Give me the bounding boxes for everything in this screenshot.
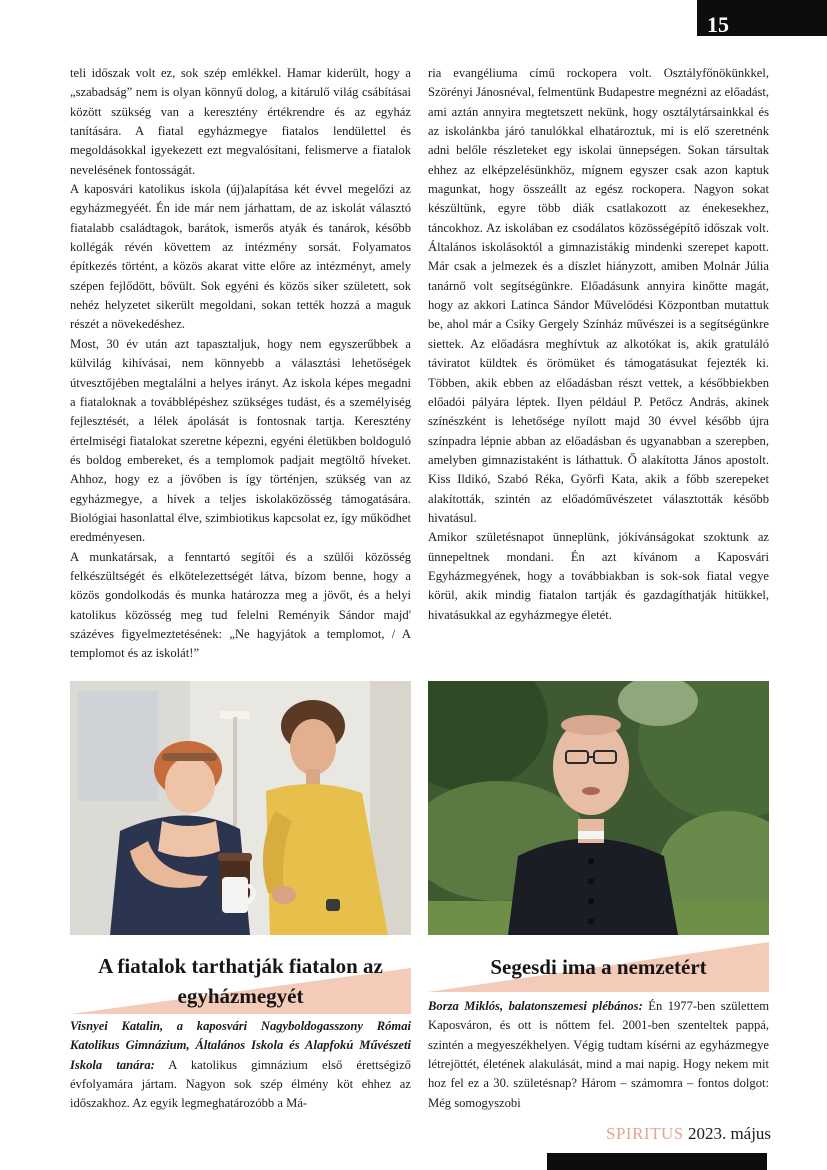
headline-right: Segesdi ima a nemzetért bbox=[490, 955, 707, 979]
article-right-text: Én 1977-ben születtem Kaposváron, és ott is nőttem fel. 2001-ben szenteltek pappá, szintén a megyeszékhelyen. Végig tudtam kísérni az egyházmegye létrejöttét, életének alakulását, mind a mai napig. Hogy nekem mit hoz fel ez a 30. születésnap? Három – számomra – fontos dolgot: Még somogyszobi bbox=[428, 999, 769, 1110]
article-left-lead: Visnyei Katalin, a kaposvári Nagyboldogasszony Római Katolikus Gimnázium, Általános Iskola és Alapfokú Művészeti Iskola tanára: bbox=[70, 1019, 411, 1072]
left-paragraph-1: teli időszak volt ez, sok szép emlékkel. Hamar kiderült, hogy a „szabadság” nem is olyan könnyű dolog, a kitárulő világ csábításai között szükség van a keresztény értékrendre és az egyház tanítására. A fiatal egyházmegye fiatalos lendülettel és megoldásokkal igyekezett ezt megvalósítani, felismerve a fiatalok nevelésének fontosságát. bbox=[70, 66, 411, 177]
left-column-text bbox=[70, 64, 411, 664]
photo-priest bbox=[428, 681, 769, 935]
footer-issue-date: 2023. május bbox=[683, 1124, 772, 1143]
page-number: 15 bbox=[707, 12, 729, 37]
footer-magazine: SPIRITUS bbox=[606, 1124, 684, 1143]
article-right-body bbox=[428, 997, 769, 1113]
photo-students bbox=[70, 681, 411, 935]
left-paragraph-3: Most, 30 év után azt tapasztaljuk, hogy nem egyszerűbbek a külvilág kihívásai, nem könnyebb a választási lehetőségek útvesztőjében megtalálni a helyes irányt. Az iskola képes megadni a fiataloknak a továbblépéshez szükséges tudást, és a személyiség fejlesztését, a lélek ápolását is fontosnak tartja. Keresztény értelmiségi fiatalokat szeretne képezni, egyéni életükben boldoguló és boldog embereket, és a templomok padjait megtöltő híveket. Ahhoz, hogy ez a jövőben is így történjen, szükség van az egyházmegye, a hívek a teljes iskolaközösség támogatására. Biológiai hasonlattal élve, szimbiotikus kapcsolat ez, így működhet eredményesen. bbox=[70, 336, 411, 545]
article-left-text: A katolikus gimnázium első érettségiző évfolyamára jártam. Nagyon sok szép élmény köt ehhez az időszakhoz. Az egyik legmeghatározóbb a Má- bbox=[70, 1057, 411, 1111]
right-paragraph-2: Amikor születésnapot ünneplünk, jókívánságokat szoktunk az ünnepeltnek mondani. Én azt kívánom a Kaposvári Egyházmegyének, hogy a továbbiakban is sok-sok fiatal vegye körül, akik mindig fiatalon tartják és gazdagíthatják hitükkel, hivatásukkal az egyházmegye életét. bbox=[428, 530, 769, 622]
footer-bar bbox=[547, 1153, 767, 1170]
left-paragraph-4: A munkatársak, a fenntartó segítői és a szülői közösség felkészültségét és elkötelezettségét látva, bízom benne, hogy a közös gondolkodás és munka határozza meg a jövőt, és a helyi katolikus közösség meg tud felelni Reményik Sándor majd' százéves figyelmeztetésének: „Ne hagyjátok a templomot, / A templomot és az iskolát!” bbox=[70, 549, 411, 661]
article-left-body bbox=[70, 1017, 411, 1114]
article-right-lead: Borza Miklós, balatonszemesi plébános: bbox=[428, 999, 643, 1013]
headline-left: A fiatalok tarthatják fiatalon az egyházmegyét bbox=[98, 954, 383, 1008]
right-paragraph-1: ria evangéliuma című rockopera volt. Osztályfőnökünkkel, Szörényi Jánosnéval, felmentünk Budapestre megnézni az előadást, ami aztán annyira megtetszett nekünk, hogy osztálytársainkkal és az iskolánkba járó tanulókkal elhatároztuk, mi is elő szeretnénk adni belőle részleteket egy iskolai ünnepségen. Sokan társultak ehhez az elképzelésünkhöz, mígnem egyszer csak azon kaptuk magunkat, hogy összeállt az egész rockopera. Nagyon sokat készültünk, egyre több diák csatlakozott az énekesekhez, táncokhoz. Az iskolában ez csodálatos közösségépítő időszak volt. Általános iskolásoktól a gimnazistákig mindenki szerepet kapott. Már csak a jelmezek és a díszlet hiányzott, amiben Molnár Júlia tanárnő volt segítségünkre. Előadásunk annyira kinőtte magát, hogy az akkori Latinca Sándor Művelődési Központban mutattuk be, ahol már a Csiky Gergely Színház művészei is a segítségünkre siettek. Az előadásra meghívtuk az alkotókat is, akik gratuláló táviratot küldtek és örömüket és támogatásukat fejezték ki. Többen, akik ebben az előadásban részt vettek, a későbbiekben előadói pályára léptek. Ilyen például P. Petőcz András, akinek színészként is lehetősége nyílott majd 30 évvel később újra színpadra lépnie abban az előadásban és ugyanabban a szerepben, amelyben gimnazistaként is láthattuk. Ő alakította János apostolt. Kiss Ildikó, Szabó Réka, Győrfi Kata, akik a főbb szerepeket alakították, szintén az előadóművészetet választották később hivatásul. bbox=[428, 66, 769, 525]
left-paragraph-2: A kaposvári katolikus iskola (új)alapítása két évvel megelőzi az egyházmegyéét. Én ide már nem járhattam, de az iskolát választó fiatalabb családtagok, barátok, ismerős atyák és tanárok, később kollégák révén követtem az intézmény sorsát. Folyamatos építkezés történt, a közös akarat vitte előre az intézményt, amely szépen fejlődött, bővült. Sok egyéni és közös siker született, sok nehéz helyzetet sikerült megoldani, sokan tették hozzá a maguk részét a növekedéshez. bbox=[70, 182, 411, 332]
page-number-box bbox=[697, 0, 827, 36]
right-column-text bbox=[428, 64, 769, 625]
footer-issue bbox=[606, 1124, 771, 1144]
